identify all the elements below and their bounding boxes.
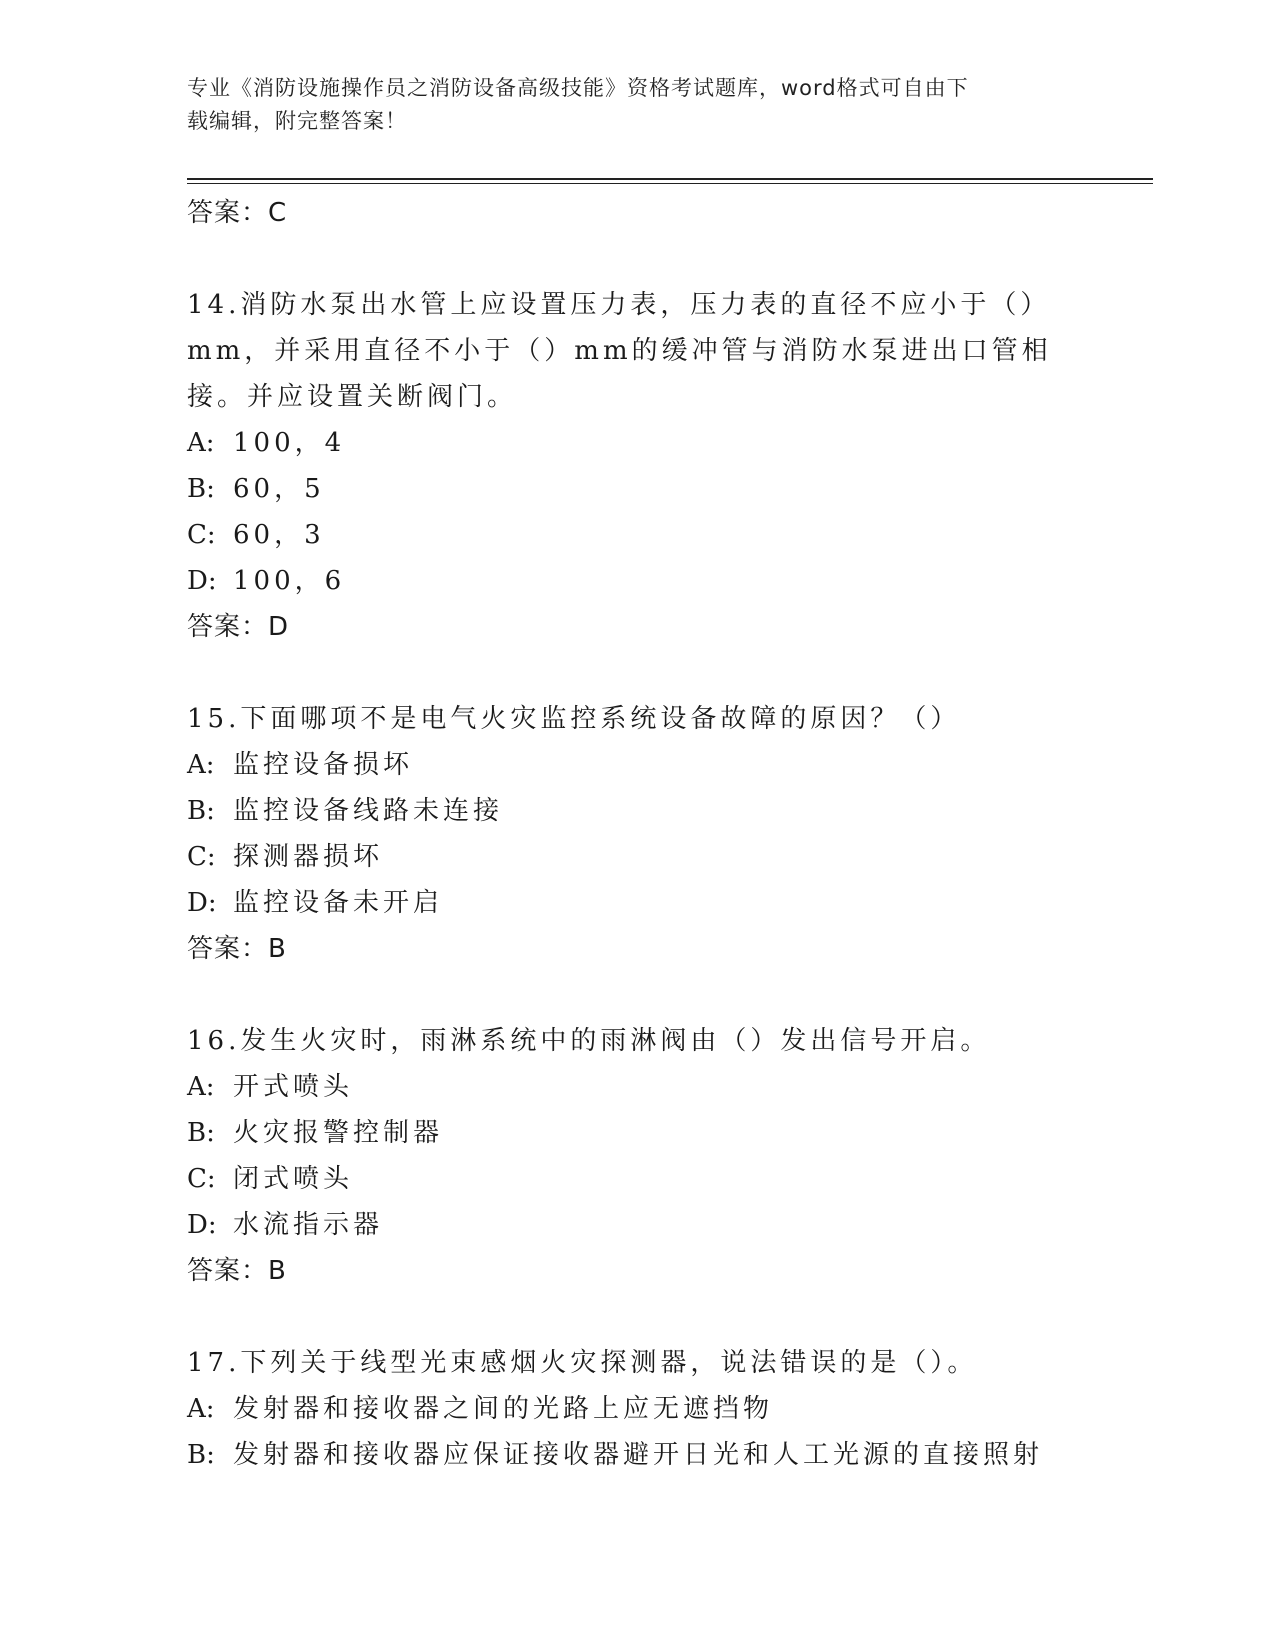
spacer xyxy=(187,650,1087,696)
previous-answer: 答案：C xyxy=(187,198,288,228)
option-letter: B: xyxy=(187,474,215,504)
option-letter: D: xyxy=(187,888,217,918)
option-c xyxy=(187,834,1087,880)
spacer xyxy=(187,236,1087,282)
option-b xyxy=(187,788,1087,834)
option-text: 监控设备损坏 xyxy=(233,750,414,780)
option-a xyxy=(187,742,1087,788)
spacer xyxy=(187,1294,1087,1340)
option-letter: C: xyxy=(187,842,216,872)
option-a xyxy=(187,1386,1087,1432)
option-text: 60，5 xyxy=(233,474,325,504)
option-text: 闭式喷头 xyxy=(233,1164,354,1194)
option-text: 水流指示器 xyxy=(233,1210,384,1240)
header-divider-thin xyxy=(187,183,1153,184)
option-letter: B: xyxy=(187,1118,215,1148)
option-text: 探测器损坏 xyxy=(233,842,384,872)
question-answer: 答案：D xyxy=(187,612,290,642)
option-c xyxy=(187,512,1087,558)
option-d xyxy=(187,558,1087,604)
option-text: 100，6 xyxy=(233,566,346,596)
option-b xyxy=(187,1110,1087,1156)
question-16 xyxy=(187,1018,1087,1294)
option-b xyxy=(187,1432,1087,1478)
question-stem: 15.下面哪项不是电气火灾监控系统设备故障的原因？（） xyxy=(187,704,961,734)
option-letter: A: xyxy=(187,1072,215,1102)
question-stem: 16.发生火灾时，雨淋系统中的雨淋阀由（）发出信号开启。 xyxy=(187,1026,991,1056)
option-text: 监控设备线路未连接 xyxy=(233,796,504,826)
option-c xyxy=(187,1156,1087,1202)
option-letter: D: xyxy=(187,1210,217,1240)
question-list xyxy=(187,190,1087,1478)
question-17 xyxy=(187,1340,1087,1478)
option-letter: C: xyxy=(187,1164,216,1194)
option-letter: A: xyxy=(187,428,215,458)
option-text: 100，4 xyxy=(233,428,346,458)
question-15 xyxy=(187,696,1087,972)
option-a xyxy=(187,420,1087,466)
option-letter: C: xyxy=(187,520,216,550)
document-header xyxy=(187,72,1067,138)
question-answer: 答案：B xyxy=(187,1256,287,1286)
option-letter: A: xyxy=(187,750,215,780)
option-d xyxy=(187,880,1087,926)
option-text: 60，3 xyxy=(233,520,325,550)
question-answer: 答案：B xyxy=(187,934,287,964)
header-line-2: 载编辑，附完整答案！ xyxy=(187,109,407,133)
option-text: 火灾报警控制器 xyxy=(233,1118,444,1148)
option-b xyxy=(187,466,1087,512)
option-letter: A: xyxy=(187,1394,215,1424)
option-text: 开式喷头 xyxy=(233,1072,354,1102)
spacer xyxy=(187,972,1087,1018)
option-a xyxy=(187,1064,1087,1110)
option-d xyxy=(187,1202,1087,1248)
option-text: 发射器和接收器应保证接收器避开日光和人工光源的直接照射 xyxy=(233,1440,1044,1470)
question-14 xyxy=(187,282,1087,650)
question-stem: 14.消防水泵出水管上应设置压力表，压力表的直径不应小于（）mm，并采用直径不小于（）mm的缓冲管与消防水泵进出口管相接。并应设置关断阀门。 xyxy=(187,290,1052,412)
question-stem: 17.下列关于线型光束感烟火灾探测器，说法错误的是（）。 xyxy=(187,1348,978,1378)
option-text: 发射器和接收器之间的光路上应无遮挡物 xyxy=(233,1394,774,1424)
option-text: 监控设备未开启 xyxy=(233,888,444,918)
option-letter: D: xyxy=(187,566,217,596)
header-divider-thick xyxy=(187,178,1153,180)
option-letter: B: xyxy=(187,796,215,826)
option-letter: B: xyxy=(187,1440,215,1470)
header-line-1: 专业《消防设施操作员之消防设备高级技能》资格考试题库，word格式可自由下 xyxy=(187,76,969,100)
